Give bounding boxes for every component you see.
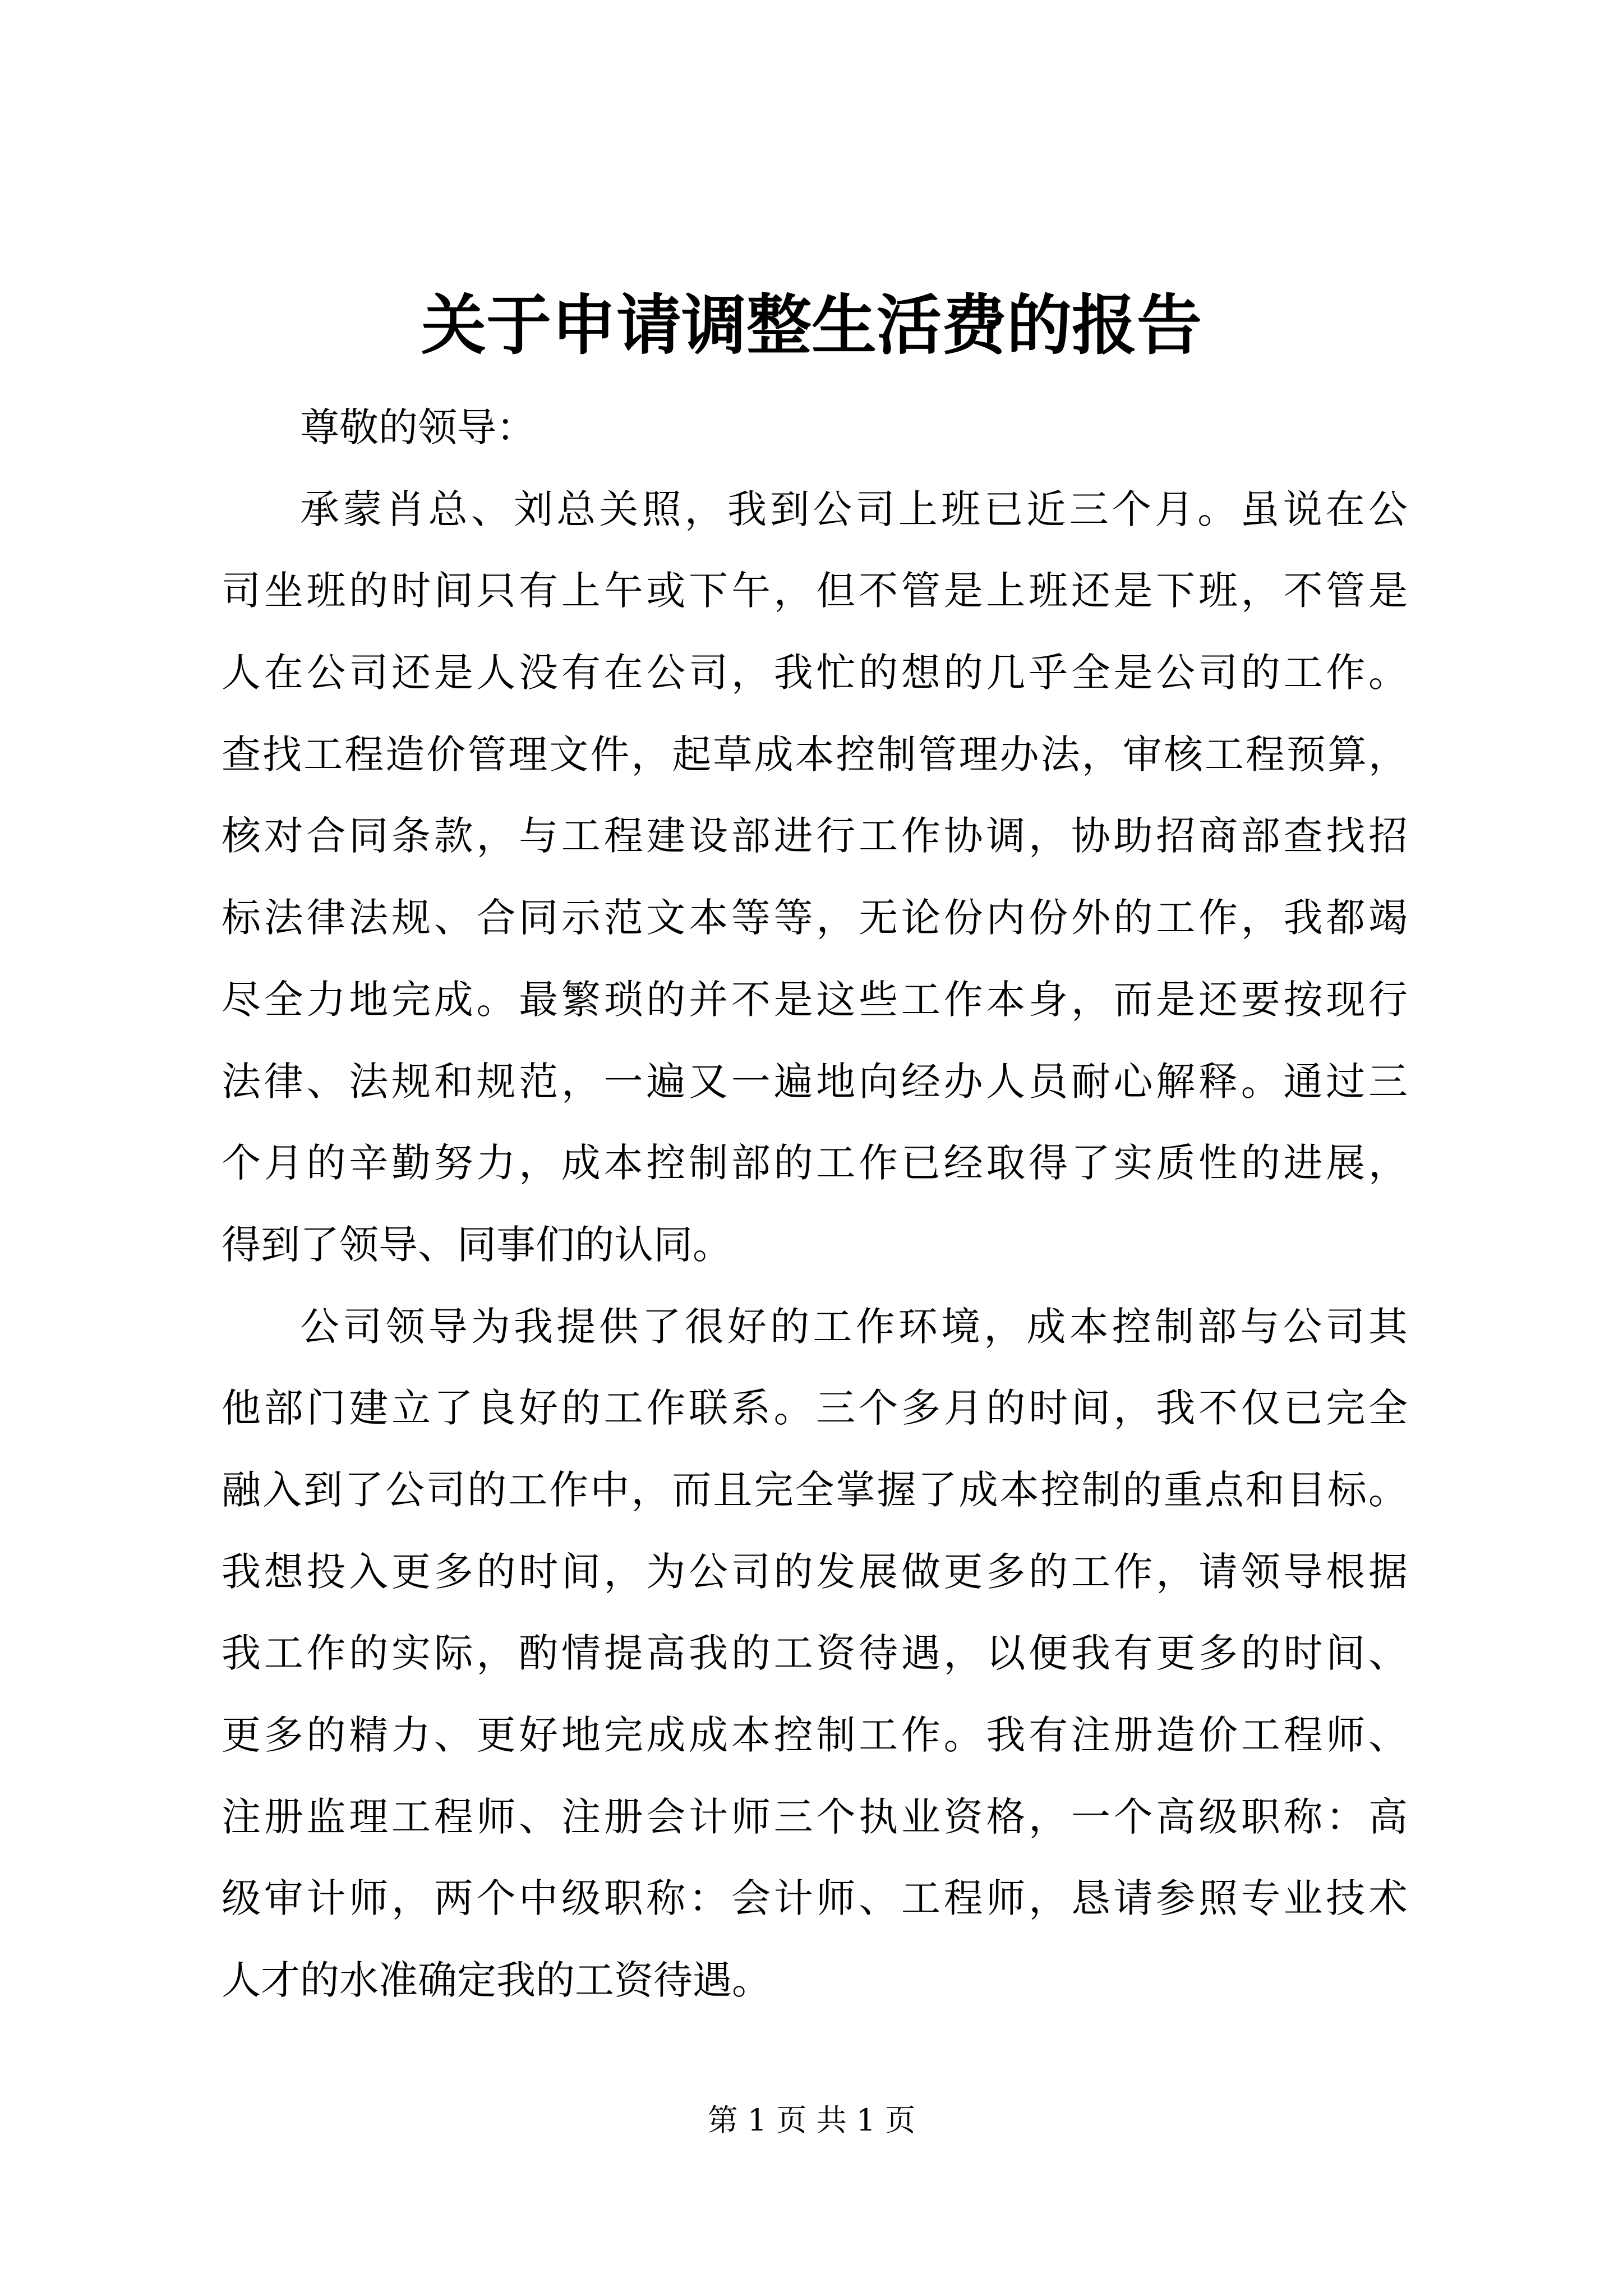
salutation: 尊敬的领导： <box>300 404 536 450</box>
paragraph-2-line: 我想投入更多的时间，为公司的发展做更多的工作，请领导根据 <box>222 1548 1408 1595</box>
paragraph-1-line: 标法律法规、合同示范文本等等，无论份内份外的工作，我都竭 <box>222 895 1408 941</box>
paragraph-1-line: 承蒙肖总、刘总关照，我到公司上班已近三个月。虽说在公 <box>300 486 1408 532</box>
paragraph-2-line: 注册监理工程师、注册会计师三个执业资格，一个高级职称：高 <box>222 1793 1408 1840</box>
paragraph-2-line: 我工作的实际，酌情提高我的工资待遇，以便我有更多的时间、 <box>222 1630 1408 1677</box>
paragraph-2-line: 他部门建立了良好的工作联系。三个多月的时间，我不仅已完全 <box>222 1385 1408 1432</box>
paragraph-1-line: 人在公司还是人没有在公司，我忙的想的几乎全是公司的工作。 <box>222 650 1408 696</box>
document-title: 关于申请调整生活费的报告 <box>421 287 1202 364</box>
paragraph-2-line: 人才的水准确定我的工资待遇。 <box>222 1957 771 2004</box>
paragraph-1-line: 得到了领导、同事们的认同。 <box>222 1221 732 1268</box>
paragraph-2-line: 更多的精力、更好地完成成本控制工作。我有注册造价工程师、 <box>222 1712 1408 1758</box>
paragraph-1-line: 查找工程造价管理文件，起草成本控制管理办法，审核工程预算， <box>222 731 1408 777</box>
paragraph-1-line: 核对合同条款，与工程建设部进行工作协调，协助招商部查找招 <box>222 813 1408 859</box>
paragraph-1-line: 个月的辛勤努力，成本控制部的工作已经取得了实质性的进展， <box>222 1140 1408 1186</box>
paragraph-2-line: 公司领导为我提供了很好的工作环境，成本控制部与公司其 <box>300 1303 1408 1350</box>
page-footer: 第 1 页 共 1 页 <box>707 2102 916 2138</box>
paragraph-1-line: 尽全力地完成。最繁琐的并不是这些工作本身，而是还要按现行 <box>222 976 1408 1023</box>
document-body <box>222 387 1408 2022</box>
paragraph-1-line: 法律、法规和规范，一遍又一遍地向经办人员耐心解释。通过三 <box>222 1058 1408 1105</box>
paragraph-2-line: 级审计师，两个中级职称：会计师、工程师，恳请参照专业技术 <box>222 1875 1408 1922</box>
paragraph-1-line: 司坐班的时间只有上午或下午，但不管是上班还是下班，不管是 <box>222 568 1408 614</box>
paragraph-2-line: 融入到了公司的工作中，而且完全掌握了成本控制的重点和目标。 <box>222 1466 1408 1513</box>
